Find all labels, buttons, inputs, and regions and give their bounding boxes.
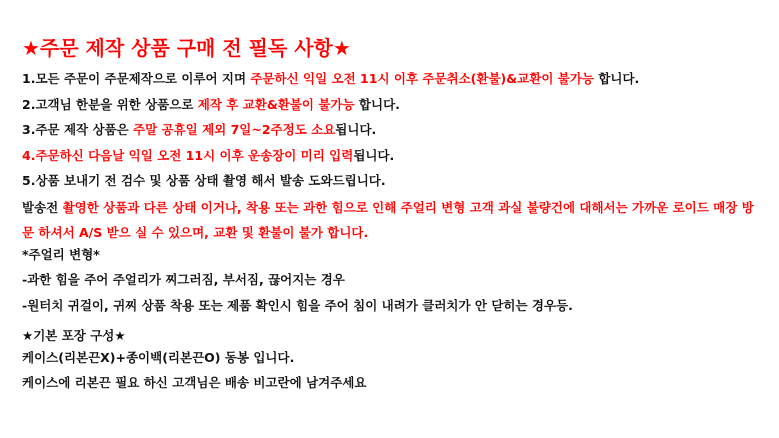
notice-item-1 bbox=[22, 71, 779, 87]
notice-item-1-suffix: 합니다. bbox=[593, 71, 640, 86]
notice-item-1-prefix: 1.모든 주문이 주문제작으로 이루어 지며 bbox=[22, 71, 251, 86]
shipping-notice-prefix: 발송전 bbox=[22, 199, 63, 215]
notice-item-3-prefix: 3.주문 제작 상품은 bbox=[22, 122, 134, 137]
shipping-notice-paragraph bbox=[22, 195, 764, 245]
notice-item-4 bbox=[22, 148, 779, 164]
notice-item-1-highlight: 주문하신 익일 오전 11시 이후 주문취소(환불)&교환이 불가능 bbox=[250, 71, 594, 86]
packaging-heading: ★기본 포장 구성★ bbox=[22, 327, 126, 343]
packaging-line-1: 케이스(리본끈X)+종이백(리본끈O) 동봉 입니다. bbox=[22, 349, 295, 365]
notice-item-5-text: 5.상품 보내기 전 검수 및 상품 상태 촬영 해서 발송 도와드립니다. bbox=[22, 173, 386, 188]
deformation-heading: *주얼리 변형* bbox=[22, 246, 100, 262]
notice-item-4-highlight: 4.주문하신 다음날 익일 오전 11시 이후 운송장이 미리 입력 bbox=[22, 147, 354, 163]
notice-item-2-suffix: 합니다. bbox=[354, 96, 400, 112]
deformation-line-1: -과한 힘을 주어 주얼리가 찌그러짐, 부서짐, 끊어지는 경우 bbox=[22, 272, 345, 287]
notice-item-2-highlight: 제작 후 교환&환불이 불가능 bbox=[197, 96, 355, 112]
notice-item-3 bbox=[22, 122, 779, 138]
notice-item-3-highlight: 주말 공휴일 제외 7일~2주정도 소요 bbox=[133, 122, 336, 137]
notice-item-2-prefix: 2.고객님 한분을 위한 상품으로 bbox=[22, 96, 198, 112]
shipping-notice-highlight: 촬영한 상품과 다른 상태 이거나, 착용 또는 과한 힘으로 인해 주얼리 변형 고객 과실 불량건에 대해서는 가까운 로이드 매장 방문 하셔서 A/S 받으 실 수 있으며, 교환 및 환불이 불가 합니다. bbox=[22, 199, 754, 240]
page-title: ★주문 제작 상품 구매 전 필독 사항★ bbox=[22, 36, 351, 60]
deformation-line-2: -원터치 귀걸이, 귀찌 상품 착용 또는 제품 확인시 힘을 주어 침이 내려가 클러치가 안 닫히는 경우등. bbox=[22, 297, 573, 313]
packaging-line-2: 케이스에 리본끈 필요 하신 고객님은 배송 비고란에 남겨주세요 bbox=[22, 375, 367, 390]
notice-item-3-suffix: 됩니다. bbox=[335, 122, 377, 137]
notice-item-2 bbox=[22, 97, 779, 113]
notice-item-4-suffix: 됩니다. bbox=[353, 147, 395, 163]
notice-item-5 bbox=[22, 173, 779, 189]
